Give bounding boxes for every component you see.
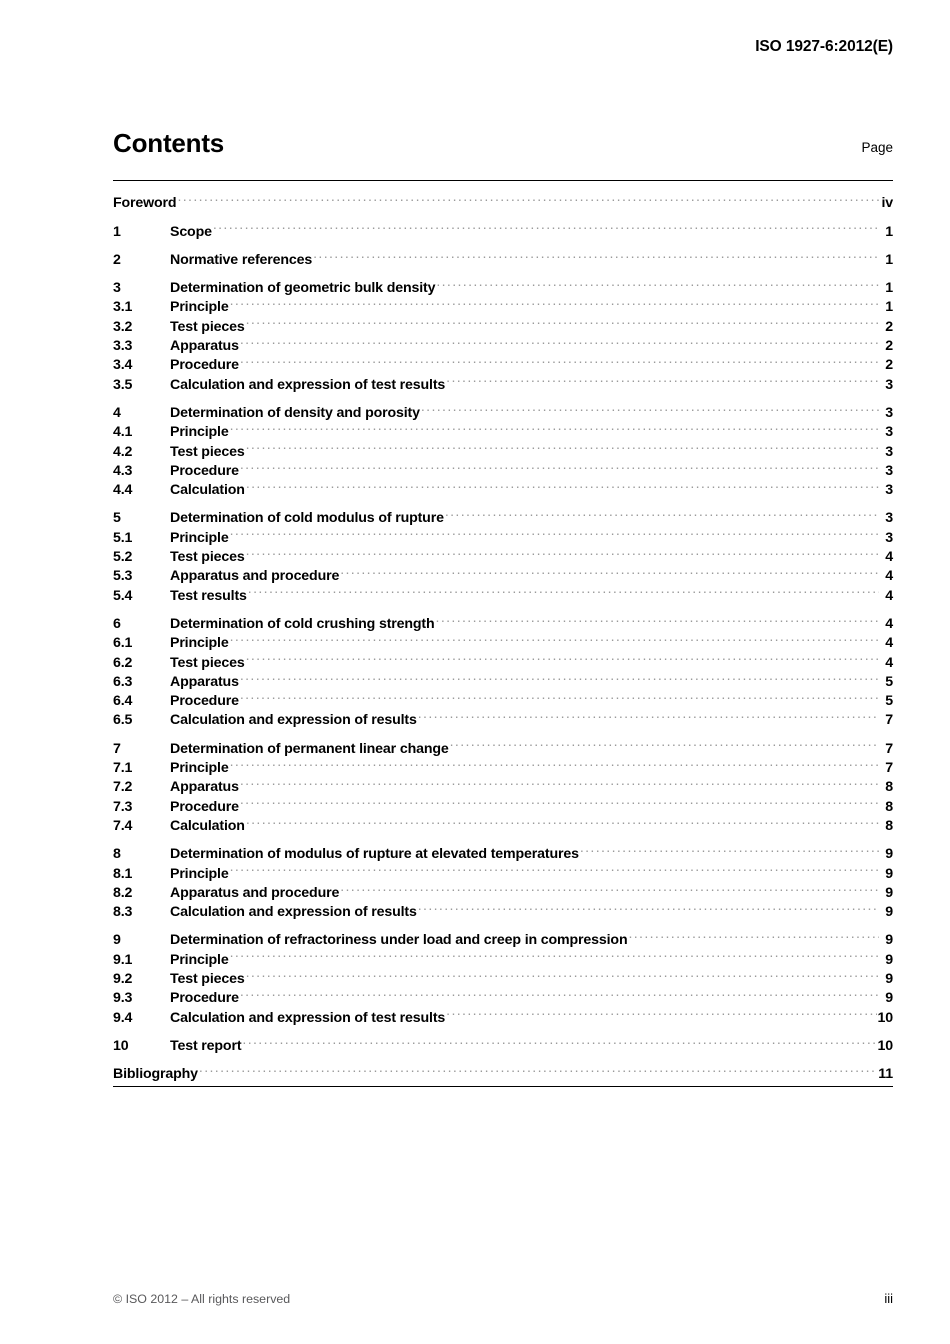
toc-entry[interactable]: [113, 503, 893, 527]
toc-entry[interactable]: [113, 398, 893, 421]
toc-entry-label: Determination of density and porosity: [170, 404, 420, 421]
toc-entry-label: Apparatus: [170, 673, 239, 690]
toc-dot-leader: [421, 398, 879, 417]
toc-entry-label: Principle: [170, 760, 229, 777]
toc-entry-number: 3.5: [113, 376, 133, 393]
toc-entry-number: 3.2: [113, 318, 133, 335]
toc-dot-leader: [240, 456, 879, 475]
toc-entry-page-number: 10: [877, 1009, 893, 1026]
toc-entry[interactable]: [113, 216, 893, 240]
toc-entry-number: 6.1: [113, 635, 133, 652]
toc-entry-number: 3.1: [113, 299, 133, 316]
toc-entry-number: 3.4: [113, 357, 133, 374]
toc-entry-page-number: 9: [885, 904, 893, 921]
toc-dot-leader: [446, 1002, 876, 1021]
toc-entry-page-number: 10: [877, 1037, 893, 1054]
toc-entry[interactable]: [113, 964, 893, 987]
toc-entry-page-number: 9: [885, 990, 893, 1007]
toc-entry-label: Determination of cold crushing strength: [170, 615, 435, 632]
toc-entry-number: 8.1: [113, 865, 133, 882]
toc-entry-page-number: 3: [885, 443, 893, 460]
toc-entry-label: Principle: [170, 865, 229, 882]
toc-entry-number: 1: [113, 223, 121, 240]
toc-entry[interactable]: [113, 858, 893, 882]
toc-entry-label: Test pieces: [170, 318, 245, 335]
toc-entry-label: Calculation and expression of results: [170, 904, 417, 921]
toc-dot-leader: [246, 475, 879, 494]
toc-dot-leader: [240, 772, 879, 791]
toc-entry[interactable]: [113, 1059, 893, 1083]
toc-entry-page-number: 9: [885, 932, 893, 949]
page-title: Contents: [113, 128, 225, 158]
page-footer: [113, 1291, 893, 1306]
toc-entry[interactable]: [113, 839, 893, 863]
toc-entry-number: 2: [113, 251, 121, 268]
toc-dot-leader: [246, 311, 879, 330]
toc-entry-page-number: 9: [885, 951, 893, 968]
toc-entry-page-number: 2: [885, 357, 893, 374]
toc-dot-leader: [240, 983, 879, 1002]
toc-entry[interactable]: [113, 273, 893, 297]
toc-entry-label: Determination of cold modulus of rupture: [170, 510, 444, 527]
toc-entry-label: Foreword: [113, 195, 177, 212]
toc-dot-leader: [230, 522, 879, 541]
toc-entry-number: 3: [113, 280, 121, 297]
toc-entry-label: Procedure: [170, 462, 239, 479]
toc-dot-leader: [240, 791, 879, 810]
toc-entry-label: Test pieces: [170, 549, 245, 566]
toc-entry[interactable]: [113, 522, 893, 546]
toc-dot-leader: [445, 503, 879, 522]
toc-entry-label: Normative references: [170, 251, 313, 268]
toc-entry[interactable]: [113, 1031, 893, 1054]
toc-entry-page-number: 3: [885, 510, 893, 527]
toc-entry-label: Scope: [170, 223, 212, 240]
toc-entry-label: Calculation and expression of test results: [170, 376, 446, 393]
toc-entry-label: Calculation and expression of results: [170, 712, 417, 729]
toc-entry-number: 5: [113, 510, 121, 527]
toc-dot-leader: [230, 292, 879, 311]
toc-entry-number: 4.1: [113, 424, 133, 441]
toc-entry-number: 7.4: [113, 817, 133, 834]
toc-entry[interactable]: [113, 417, 893, 441]
toc-entry[interactable]: [113, 753, 893, 777]
document-header-reference: ISO 1927-6:2012(E): [755, 38, 893, 55]
footer-page-number: iii: [884, 1291, 893, 1306]
toc-dot-leader: [230, 858, 879, 877]
toc-dot-leader: [240, 686, 879, 705]
toc-entry-number: 4.3: [113, 462, 133, 479]
toc-entry-label: Procedure: [170, 693, 239, 710]
toc-dot-leader: [340, 561, 879, 580]
toc-entry-number: 5.2: [113, 549, 133, 566]
toc-entry-label: Determination of modulus of rupture at elevated temperatures: [170, 846, 579, 863]
toc-dot-leader: [230, 628, 879, 647]
toc-entry-page-number: 3: [885, 529, 893, 546]
toc-entry[interactable]: [113, 733, 893, 757]
toc-entry[interactable]: [113, 772, 893, 796]
contents-title-row: [113, 128, 893, 159]
toc-entry-page-number: 2: [885, 338, 893, 355]
toc-entry-number: 9.1: [113, 951, 133, 968]
toc-entry-number: 6: [113, 615, 121, 632]
toc-entry-label: Principle: [170, 299, 229, 316]
toc-dot-leader: [240, 350, 879, 369]
toc-entry-page-number: 4: [885, 654, 893, 671]
toc-dot-leader: [248, 580, 879, 599]
toc-entry-page-number: 7: [885, 760, 893, 777]
toc-dot-leader: [446, 369, 879, 388]
toc-entry-label: Apparatus and procedure: [170, 884, 340, 901]
toc-dot-leader: [246, 964, 879, 983]
toc-entry-label: Test pieces: [170, 443, 245, 460]
toc-entry-label: Determination of geometric bulk density: [170, 280, 436, 297]
toc-entry-page-number: 11: [878, 1066, 893, 1083]
toc-entry[interactable]: [113, 944, 893, 968]
toc-dot-leader: [628, 925, 879, 944]
toc-entry-page-number: 3: [885, 404, 893, 421]
toc-entry-page-number: 3: [885, 376, 893, 393]
toc-entry-label: Procedure: [170, 798, 239, 815]
toc-entry-label: Procedure: [170, 357, 239, 374]
toc-dot-leader: [246, 811, 879, 830]
toc-entry-page-number: 5: [885, 693, 893, 710]
toc-entry-page-number: 8: [885, 779, 893, 796]
toc-entry-page-number: 4: [885, 587, 893, 604]
toc-entry-label: Principle: [170, 424, 229, 441]
toc-entry-number: 3.3: [113, 338, 133, 355]
toc-entry-number: 9.4: [113, 1009, 133, 1026]
toc-entry-label: Determination of permanent linear change: [170, 740, 449, 757]
toc-dot-leader: [246, 647, 879, 666]
toc-entry-label: Principle: [170, 951, 229, 968]
toc-entry-page-number: 4: [885, 635, 893, 652]
toc-entry-label: Test report: [170, 1037, 242, 1054]
toc-entry[interactable]: [113, 878, 893, 901]
toc-entry-number: 9.2: [113, 970, 133, 987]
toc-entry-label: Calculation: [170, 482, 245, 499]
toc-dot-leader: [177, 188, 879, 207]
toc-entry-number: 8.3: [113, 904, 133, 921]
toc-dot-leader: [230, 753, 879, 772]
toc-entry[interactable]: [113, 925, 893, 949]
toc-entry-page-number: 2: [885, 318, 893, 335]
toc-entry-page-number: 8: [885, 798, 893, 815]
toc-dot-leader: [246, 542, 879, 561]
toc-entry-label: Test pieces: [170, 654, 245, 671]
toc-entry-label: Apparatus and procedure: [170, 568, 340, 585]
toc-dot-leader: [242, 1031, 876, 1050]
toc-dot-leader: [436, 273, 879, 292]
copyright-notice: © ISO 2012 – All rights reserved: [113, 1292, 291, 1306]
toc-dot-leader: [230, 417, 879, 436]
toc-entry-page-number: 7: [885, 712, 893, 729]
toc-entry-page-number: 4: [885, 568, 893, 585]
toc-dot-leader: [436, 609, 879, 628]
toc-dot-leader: [240, 667, 879, 686]
toc-entry[interactable]: [113, 647, 893, 671]
toc-entry[interactable]: [113, 188, 893, 212]
toc-entry-number: 7.3: [113, 798, 133, 815]
toc-entry-label: Calculation: [170, 817, 245, 834]
toc-entry-number: 8: [113, 846, 121, 863]
toc-entry-page-number: 3: [885, 462, 893, 479]
toc-entry-number: 6.3: [113, 673, 133, 690]
toc-entry-page-number: 9: [885, 865, 893, 882]
toc-entry-page-number: 1: [885, 280, 893, 297]
toc-dot-leader: [340, 878, 879, 897]
toc-dot-leader: [450, 733, 879, 752]
toc-entry-page-number: 3: [885, 424, 893, 441]
toc-entry-number: 9: [113, 932, 121, 949]
toc-dot-leader: [580, 839, 879, 858]
toc-dot-leader: [199, 1059, 877, 1078]
toc-entry-number: 4: [113, 404, 121, 421]
toc-entry-label: Determination of refractoriness under load and creep in compression: [170, 932, 628, 949]
toc-entry[interactable]: [113, 542, 893, 566]
toc-entry-page-number: 9: [885, 970, 893, 987]
toc-entry-page-number: 8: [885, 817, 893, 834]
toc-entry-number: 7.1: [113, 760, 133, 777]
toc-entry[interactable]: [113, 292, 893, 316]
toc-entry-label: Calculation and expression of test results: [170, 1009, 446, 1026]
toc-entry-page-number: 3: [885, 482, 893, 499]
toc-entry-number: 5.3: [113, 568, 133, 585]
toc-entry-page-number: 4: [885, 549, 893, 566]
toc-dot-leader: [418, 705, 879, 724]
toc-entry-number: 4.4: [113, 482, 133, 499]
toc-entry-page-number: 1: [885, 251, 893, 268]
toc-entry-number: 10: [113, 1037, 129, 1054]
toc-entry-label: Test pieces: [170, 970, 245, 987]
toc-entry-label: Test results: [170, 587, 247, 604]
toc-entry-label: Bibliography: [113, 1066, 198, 1083]
toc-entry-number: 6.4: [113, 693, 133, 710]
toc-dot-leader: [240, 331, 879, 350]
toc-entry-number: 4.2: [113, 443, 133, 460]
toc-entry-page-number: 1: [885, 299, 893, 316]
toc-entry-number: 5.4: [113, 587, 133, 604]
toc-entry-page-number: 5: [885, 673, 893, 690]
toc-entry-page-number: iv: [881, 195, 893, 212]
toc-entry-number: 7: [113, 740, 121, 757]
toc-entry-label: Procedure: [170, 990, 239, 1007]
toc-entry[interactable]: [113, 311, 893, 335]
toc-entry-number: 5.1: [113, 529, 133, 546]
toc-entry[interactable]: [113, 245, 893, 268]
page-column-header: Page: [861, 140, 893, 155]
toc-dot-leader: [213, 216, 879, 235]
toc-entry-page-number: 4: [885, 615, 893, 632]
toc-entry-number: 7.2: [113, 779, 133, 796]
toc-entry-label: Apparatus: [170, 779, 239, 796]
toc-dot-leader: [313, 245, 879, 264]
toc-entry-number: 6.2: [113, 654, 133, 671]
table-of-contents: [113, 180, 893, 1087]
toc-dot-leader: [418, 897, 879, 916]
toc-entry-label: Principle: [170, 529, 229, 546]
toc-entry-number: 6.5: [113, 712, 133, 729]
toc-dot-leader: [230, 944, 879, 963]
toc-entry-number: 9.3: [113, 990, 133, 1007]
toc-entry-number: 8.2: [113, 884, 133, 901]
toc-entry-page-number: 9: [885, 884, 893, 901]
toc-entry-label: Principle: [170, 635, 229, 652]
toc-entry-page-number: 7: [885, 740, 893, 757]
toc-entry[interactable]: [113, 436, 893, 460]
toc-dot-leader: [246, 436, 879, 455]
toc-entry-label: Apparatus: [170, 338, 239, 355]
toc-entry-page-number: 1: [885, 223, 893, 240]
toc-entry-page-number: 9: [885, 846, 893, 863]
toc-entry[interactable]: [113, 609, 893, 632]
toc-entry[interactable]: [113, 628, 893, 652]
